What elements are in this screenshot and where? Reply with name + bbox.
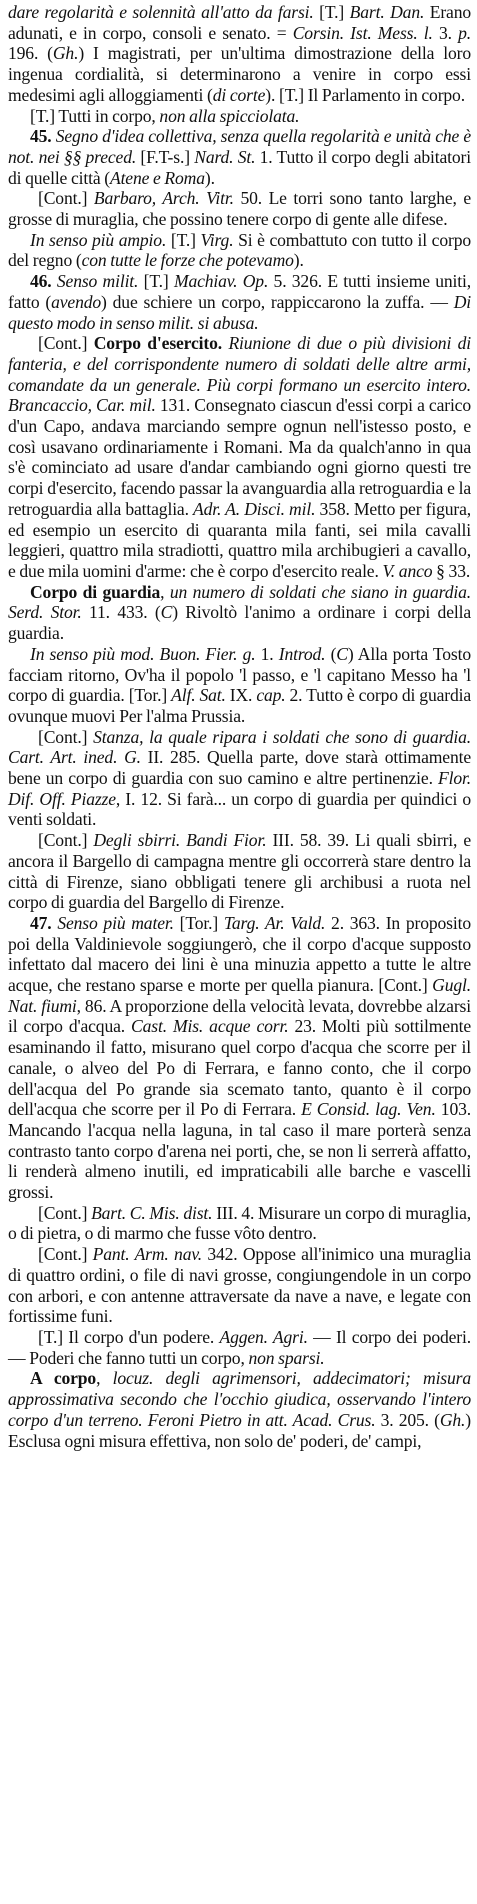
text-run: V. anco [382, 560, 433, 581]
text-run: [F.T-s.] [136, 146, 195, 167]
text-run: Corpo di guardia [30, 581, 161, 602]
text-run: Aggen. Agri. [219, 1327, 308, 1347]
text-run: C [336, 643, 348, 664]
text-run: [Cont.] [38, 333, 94, 354]
paragraph-15 [8, 1327, 471, 1368]
paragraph-13 [8, 1203, 471, 1244]
text-run: Di questo modo in senso milit. si abusa. [8, 291, 472, 333]
text-run: — Il corpo dei poderi. — Poderi che fanno tutti un corpo, [8, 1327, 471, 1368]
entry-number: 46. [30, 271, 52, 292]
text-run: 103. Mancando l'acqua nella laguna, in tal caso il mare porterà senza contrasto tanto corpo d'arena nei porti, che, se non li serrerà affatto, li renderà almeno inutili, ed impraticabili alle barche e vascelli grossi. [8, 1099, 471, 1203]
text-run: non sparsi. [248, 1347, 325, 1368]
text-run: Si è combattuto con tutto il corpo del regno ( [8, 229, 471, 271]
text-run: ) due schiere un corpo, rappiccarono la zuffa. — [101, 291, 454, 312]
text-run: con tutte le forze che potevamo [81, 250, 294, 271]
paragraph-9 [8, 644, 471, 727]
text-run: [T.] Il corpo d'un podere. [38, 1327, 220, 1347]
text-run: ). [293, 250, 304, 271]
paragraph-2 [8, 106, 471, 127]
text-run: ) I magistrati, per un'ultima dimostrazione della loro ingenua cordialità, si determinarono a venire in corpo essi medesimi agli alloggiamenti ( [8, 43, 471, 105]
text-run: Virg. [200, 229, 234, 250]
text-run: ). [204, 167, 215, 188]
text-run: ) Alla porta Tosto facciam ritorno, Ov'ha il popolo 'l passo, e 'l capitano Messo ha 'l corpo di guardia. [Tor.] [8, 643, 471, 706]
paragraph-8 [8, 582, 471, 644]
text-run: Gh. [439, 1409, 466, 1430]
text-run: , [160, 581, 170, 602]
text-run: ( [325, 643, 337, 664]
text-run: 5. 326. E tutti insieme uniti, fatto ( [8, 271, 471, 312]
text-run: Adr. A. Disci. mil. [193, 498, 316, 519]
text-run: [T.] [166, 229, 201, 250]
text-run: II. 285. Quella parte, dove starà ottimamente bene un corpo di guardia con suo camino e altre pertinenzie. [8, 747, 471, 789]
text-run: , I. 12. Si farà... un corpo di guardia per quindici o venti soldati. [8, 788, 471, 830]
text-run: Bart. C. Mis. dist. [91, 1202, 213, 1223]
text-run: [Cont.] [38, 726, 94, 747]
text-run: Degli sbirri. Bandi Fior. [93, 830, 267, 851]
text-run: Flor. Dif. Off. Piazze [8, 768, 471, 809]
text-run: ) Rivoltò l'animo a ordinare i corpi della guardia. [8, 602, 471, 644]
text-run: [Cont.] [38, 188, 94, 209]
text-run: § 33. [432, 560, 471, 581]
text-run: Riunione di due o più divisioni di fanteria, e del corrispondente numero di soldati delle altre armi, comandate da un generale. Più corpi formano un esercito intero. Brancaccio, Car. mil. [8, 333, 471, 416]
text-run: Machiav. Op. [173, 271, 269, 292]
text-run: non alla spicciolata. [159, 105, 300, 126]
paragraph-7 [8, 333, 471, 581]
text-run: , 86. A proporzione della velocità levata, dovrebbe alzarsi il corpo d'acqua. [8, 995, 471, 1037]
text-run: 196. ( [8, 43, 53, 64]
text-run: III. 58. 39. Li quali sbirri, e ancora il Bargello di campagna mentre gli occorrerà stare dentro la città di Firenze, siano obbligati tenere gli archibusi a ruota nel corpo di guardia del Bargello di Firenze. [8, 830, 471, 913]
text-run: [Cont.] [38, 1202, 92, 1223]
paragraph-3 [8, 126, 471, 188]
text-run: un numero di soldati che siano in guardia. Serd. Stor. [8, 581, 472, 623]
text-run: locuz. degli agrimensori, addecimatori; misura approssimativa secondo che l'occhio giudica, osservando l'intero corpo d'un terreno. Feroni Pietro in att. Acad. Crus. [8, 1368, 471, 1430]
text-run: III. 4. Misurare un corpo di muraglia, o di pietra, o di marmo che fusse vôto dentro. [8, 1202, 471, 1244]
text-run: Segno d'idea collettiva, senza quella regolarità e unità che è not. nei §§ preced. [8, 126, 471, 167]
text-run: E Consid. lag. Ven. [301, 1099, 436, 1120]
text-run: 342. Oppose all'inimico una muraglia di quattro ordini, o file di navi grosse, congiungendole in un corpo con arbori, e con antenne attraversate da nave a nave, e legate con fortissime funi. [8, 1244, 471, 1327]
text-run: [Cont.] [38, 1244, 93, 1265]
text-run: Barbaro, Arch. Vitr. [93, 188, 234, 209]
entry-number: 45. [30, 126, 52, 147]
text-run: Corsin. Ist. Mess. l. [292, 22, 433, 43]
text-run: 1. Tutto il corpo degli abitatori di quelle città ( [8, 146, 471, 188]
text-run: Gh. [52, 43, 79, 64]
text-run: Senso più mater. [51, 912, 174, 933]
text-run: In senso più ampio. [30, 229, 167, 250]
text-run: Senso milit. [51, 271, 139, 292]
text-run: 11. 433. ( [81, 602, 161, 623]
text-run: Targ. Ar. Vald. [223, 912, 326, 933]
text-run: ). [T.] Il Parlamento in corpo. [265, 84, 465, 105]
text-column [8, 2, 471, 1451]
entry-number: 47. [30, 912, 52, 933]
text-run: Cast. Mis. acque corr. [131, 1016, 289, 1037]
paragraph-6 [8, 271, 471, 333]
text-run: Gugl. Nat. fiumi [8, 975, 471, 1016]
text-run: ) Esclusa ogni misura effettiva, non solo de' poderi, de' campi, [8, 1409, 471, 1451]
text-run: Pant. Arm. nav. [92, 1244, 202, 1265]
text-run: 131. Consegnato ciascun d'essi corpi a carico d'un Capo, andava marciando sempre ognun nell'istesso posto, e così usavano ordinariamente i Romani. Ma da qualch'anno in qua s'è cominciato ad usare d'andar cambiando ogni giorno questi tre corpi d'esercito, facendo passar la avanguardia alla retroguardia e la retroguardia alla battaglia. [8, 395, 471, 519]
paragraph-11 [8, 830, 471, 913]
text-run: C [160, 602, 173, 623]
text-run: 2. Tutto è corpo di guardia ovunque muovi Per l'alma Prussia. [8, 685, 471, 726]
text-run: Introd. [278, 643, 326, 664]
text-run: Corpo d'esercito. [93, 333, 223, 354]
text-run: [Cont.] [38, 830, 94, 851]
text-run: cap. [256, 685, 286, 706]
text-run: di corte [212, 84, 266, 105]
text-run: 23. Molti più sottilmente esaminando il fatto, misurano quel corpo d'acqua che scorre per il canale, o alveo del Po di Ferrara, e fanno conto, che il corpo dell'acqua del Po grande sia scemato tanto, quanto è il corpo dell'acqua che scorre per il Po di Ferrara. [8, 1016, 471, 1120]
paragraph-10 [8, 727, 471, 831]
text-run: Erano adunati, e in corpo, consoli e senato. = [8, 2, 471, 43]
text-run: In senso più mod. Buon. Fier. g. [30, 643, 256, 664]
text-run: avendo [51, 291, 102, 312]
text-run: [T.] [313, 2, 350, 22]
text-run: 3. 205. ( [375, 1409, 440, 1430]
text-run: 3. [432, 22, 459, 43]
text-run: Atene e Roma [109, 167, 205, 188]
text-run: Alf. Sat. [171, 685, 226, 706]
text-run: Nard. St. [194, 146, 256, 167]
paragraph-12 [8, 913, 471, 1203]
paragraph-16 [8, 1368, 471, 1451]
text-run: [T.] Tutti in corpo, [30, 105, 160, 126]
text-run: Stanza, la quale ripara i soldati che sono di guardia. Cart. Art. ined. G. [8, 726, 471, 768]
text-run: 1. [255, 643, 279, 664]
text-run: [Tor.] [173, 912, 224, 933]
text-run: 358. Metto per figura, ed esempio un esercito di quaranta mila fanti, sei mila cavalli leggieri, quattro mila stradiotti, quattro mila archibugieri a cavallo, e due mila uomini d'arme: che è corpo d'esercito reale. [8, 498, 471, 581]
text-run: , [96, 1368, 113, 1389]
text-run: p. [458, 22, 471, 43]
paragraph-1 [8, 2, 471, 106]
paragraph-14 [8, 1244, 471, 1327]
paragraph-5 [8, 230, 471, 271]
text-run: dare regolarità e solennità all'atto da farsi. [8, 2, 314, 22]
paragraph-4 [8, 188, 471, 229]
text-run: A corpo [30, 1368, 97, 1389]
text-run: 2. 363. In proposito poi della Valdinievole soggiungerò, che il corpo d'acque supposto infettato dal macero dei lini è una minuzia appetto a tutte le altre acque, che restano sparse e morte per quella pianura. [Cont.] [8, 912, 471, 996]
text-run: IX. [225, 685, 257, 706]
text-run: 50. Le torri sono tanto larghe, e grosse di muraglia, che possino tenere corpo di gente alle difese. [8, 188, 471, 230]
text-run: [T.] [138, 271, 174, 292]
text-run: Bart. Dan. [349, 2, 425, 22]
